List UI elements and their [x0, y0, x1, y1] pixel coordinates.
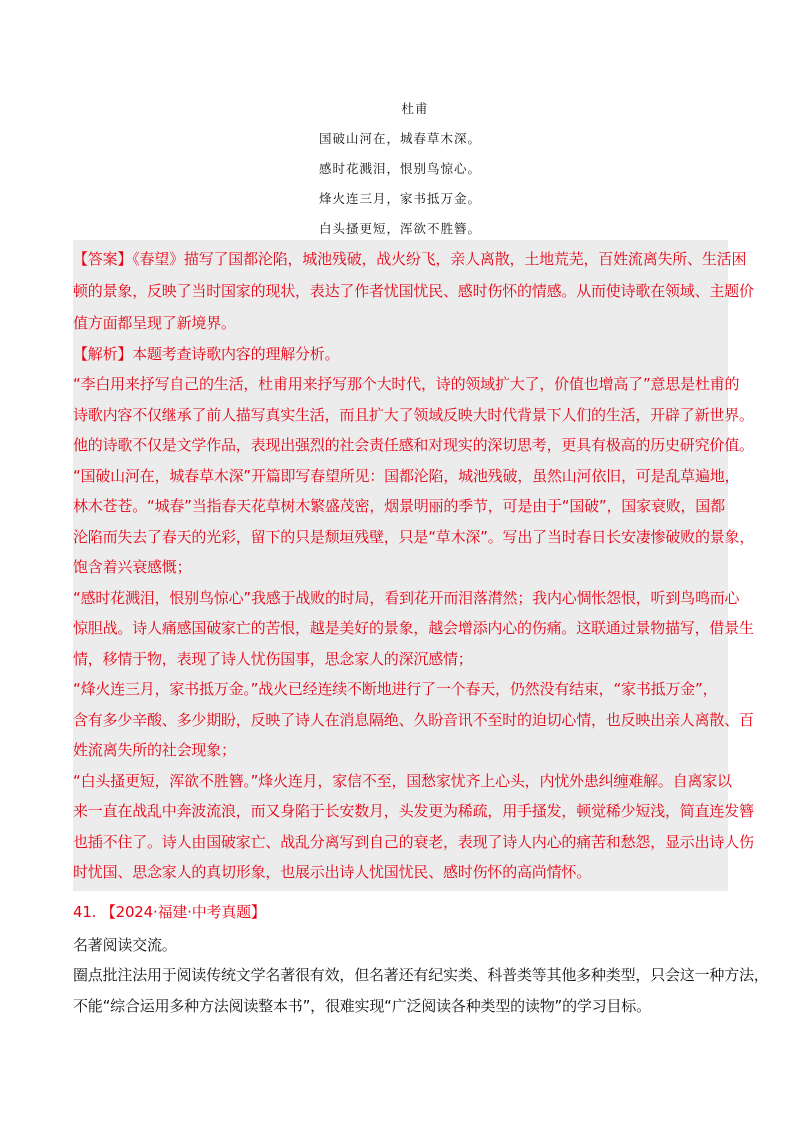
answer-line: 值方面都呈现了新境界。: [73, 314, 236, 332]
question-header: 41. 【2024·福建·中考真题】: [73, 903, 266, 921]
question-title: 名著阅读交流。: [73, 936, 177, 954]
poem: [0, 94, 800, 244]
poem-line: 国破山河在，城春草木深。: [318, 131, 481, 146]
analysis-line: 沦陷而失去了春天的光彩，留下的只是颓垣残壁，只是“草木深”。写出了当时春日长安凄惨破败的景象，: [73, 528, 755, 546]
analysis-line: 饱含着兴衰感慨；: [73, 558, 192, 576]
analysis-line: “李白用来抒写自己的生活，杜甫用来抒写那个大时代，诗的领域扩大了，价值也增高了”意思是杜甫的: [73, 375, 740, 393]
question-body-line: 不能“综合运用多种方法阅读整本书”，很难实现“广泛阅读各种类型的读物”的学习目标。: [73, 997, 651, 1015]
analysis-line: 情，移情于物，表现了诗人忧伤国事，思念家人的深沉感情；: [73, 650, 473, 668]
answer-line: 【答案】《春望》描写了国都沦陷，城池残破，战火纷飞，亲人离散，土地荒芜，百姓流离失所、生活困: [73, 250, 747, 268]
analysis-line: “白头搔更短，浑欲不胜簪。”烽火连月，家信不至，国愁家忧齐上心头，内忧外患纠缠难解。自离家以: [73, 772, 732, 790]
poem-line: 烽火连三月，家书抵万金。: [318, 191, 481, 206]
analysis-line: 时忧国、思念家人的真切形象，也展示出诗人忧国忧民、感时伤怀的高尚情怀。: [73, 863, 592, 881]
poem-line: 白头搔更短，浑欲不胜簪。: [318, 221, 481, 236]
analysis-line: 诗歌内容不仅继承了前人描写真实生活，而且扩大了领域反映大时代背景下人们的生活，开辟了新世界。: [73, 406, 754, 424]
analysis-line: 【解析】本题考查诗歌内容的理解分析。: [73, 345, 340, 363]
analysis-line: 来一直在战乱中奔波流浪，而又身陷于长安数月，头发更为稀疏，用手搔发，顿觉稀少短浅，简直连发簪: [73, 802, 754, 820]
analysis-line: 他的诗歌不仅是文学作品，表现出强烈的社会责任感和对现实的深切思考，更具有极高的历史研究价值。: [73, 436, 754, 454]
question-body-line: 圈点批注法用于阅读传统文学名著很有效，但名著还有纪实类、科普类等其他多种类型，只会这一种方法，: [73, 966, 769, 984]
analysis-line: 惊胆战。诗人痛感国破家亡的苦恨，越是美好的景象，越会增添内心的伤痛。这联通过景物描写，借景生: [73, 619, 754, 637]
analysis-line: “国破山河在，城春草木深”开篇即写春望所见：国都沦陷，城池残破，虽然山河依旧，可是乱草遍地，: [73, 467, 740, 485]
poem-line: 感时花溅泪，恨别鸟惊心。: [318, 161, 481, 176]
analysis-line: “烽火连三月，家书抵万金。”战火已经连续不断地进行了一个春天，仍然没有结束，“家书抵万金”，: [73, 680, 718, 698]
answer-line: 顿的景象，反映了当时国家的现状，表达了作者忧国忧民、感时伤怀的情感。从而使诗歌在领域、主题价: [73, 282, 754, 300]
analysis-line: 含有多少辛酸、多少期盼，反映了诗人在消息隔绝、久盼音讯不至时的迫切心情，也反映出亲人离散、百: [73, 711, 754, 729]
analysis-line: 也插不住了。诗人由国破家亡、战乱分离写到自己的衰老，表现了诗人内心的痛苦和愁怨，显示出诗人伤: [73, 833, 754, 851]
analysis-line: “感时花溅泪，恨别鸟惊心”我感于战败的时局，看到花开而泪落潸然；我内心惆怅怨恨，听到鸟鸣而心: [73, 589, 740, 607]
poem-author: 杜甫: [401, 101, 429, 116]
analysis-line: 姓流离失所的社会现象；: [73, 741, 236, 759]
analysis-line: 林木苍苍。“城春”当指春天花草树木繁盛茂密，烟景明丽的季节，可是由于“国破”，国家衰败，国都: [73, 497, 725, 515]
